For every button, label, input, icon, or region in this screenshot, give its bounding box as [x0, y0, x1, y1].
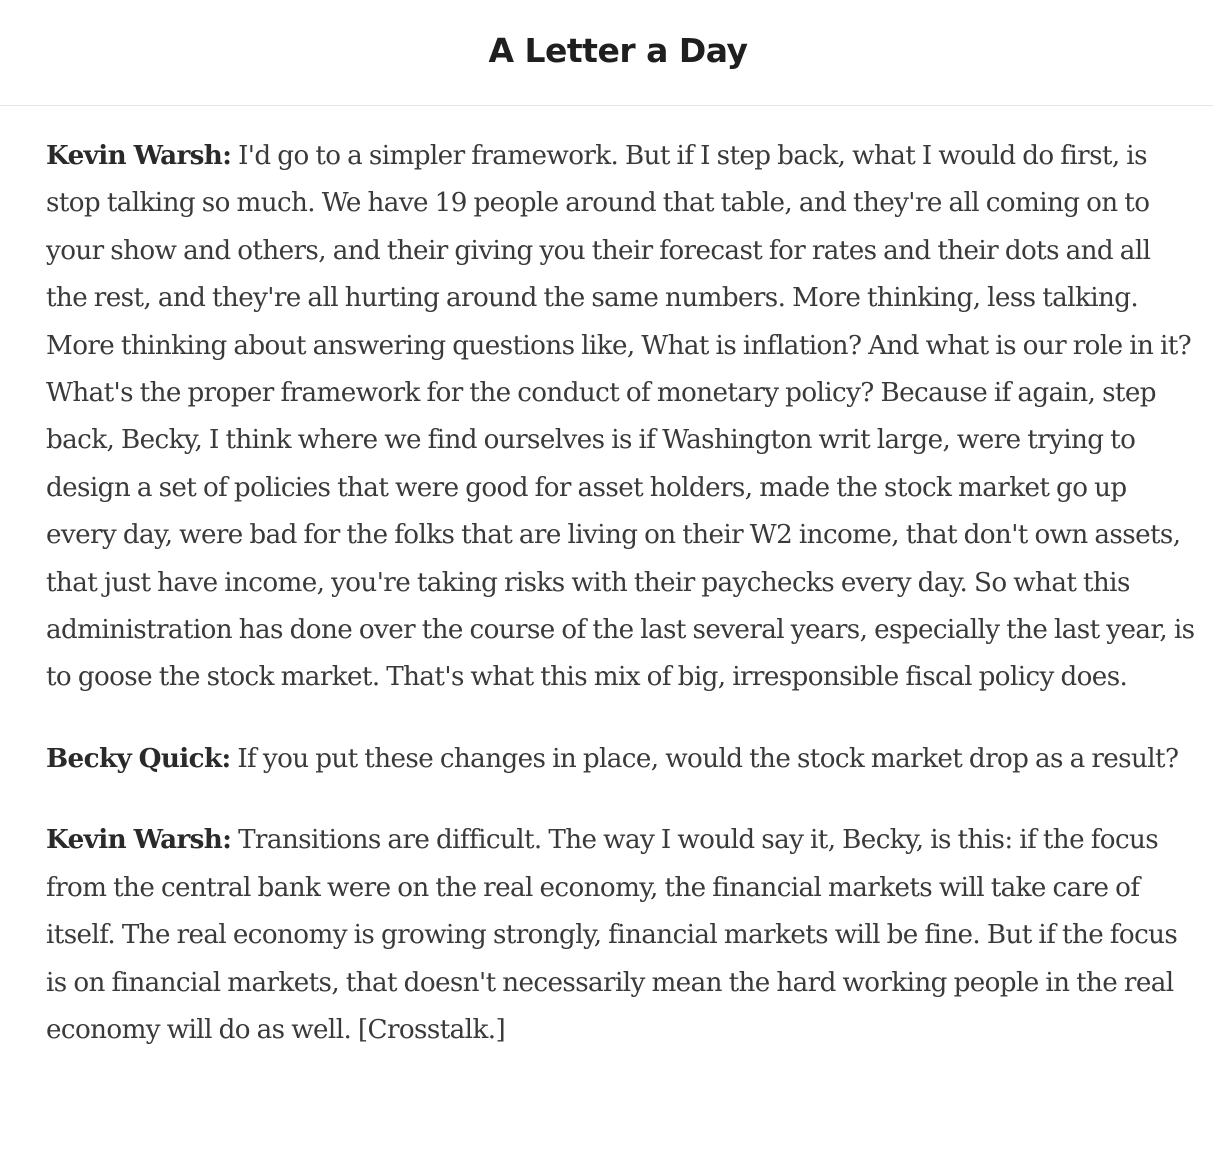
speaker-name: Becky Quick:	[46, 742, 231, 774]
site-title[interactable]: A Letter a Day	[488, 31, 748, 70]
site-header	[0, 0, 1213, 106]
transcript-paragraph	[46, 816, 1196, 1054]
speaker-name: Kevin Warsh:	[46, 140, 232, 171]
article-body	[46, 132, 1196, 1087]
speaker-name: Kevin Warsh:	[46, 824, 232, 856]
paragraph-text: Transitions are difficult. The way I would say it, Becky, is this: if the focus from the central bank were on the real economy, the financial markets will take care of itself. The real economy is growing strongly, financial markets will be fine. But if the focus is on financial markets, that doesn't necessarily mean the hard working people in the real economy will do as well. [Crosstalk.]	[46, 825, 1178, 1045]
transcript-paragraph	[46, 132, 1196, 702]
paragraph-text: I'd go to a simpler framework. But if I step back, what I would do first, is stop talking so much. We have 19 people around that table, and they're all coming on to your show and others, and their giving you their forecast for rates and their dots and all the rest, and they're all hurting around the same numbers. More thinking, less talking. More thinking about answering questions like, What is inflation? And what is our role in it? What's the proper framework for the conduct of monetary policy? Because if again, step back, Becky, I think where we find ourselves is if Washington writ large, were trying to design a set of policies that were good for asset holders, made the stock market go up every day, were bad for the folks that are living on their W2 income, that don't own assets, that just have income, you're taking risks with their paychecks every day. So what this administration has done over the course of the last several years, especially the last year, is to goose the stock market. That's what this mix of big, irresponsible fiscal policy does.	[46, 141, 1195, 693]
paragraph-text: If you put these changes in place, would the stock market drop as a result?	[237, 743, 1179, 774]
transcript-paragraph	[46, 735, 1196, 783]
